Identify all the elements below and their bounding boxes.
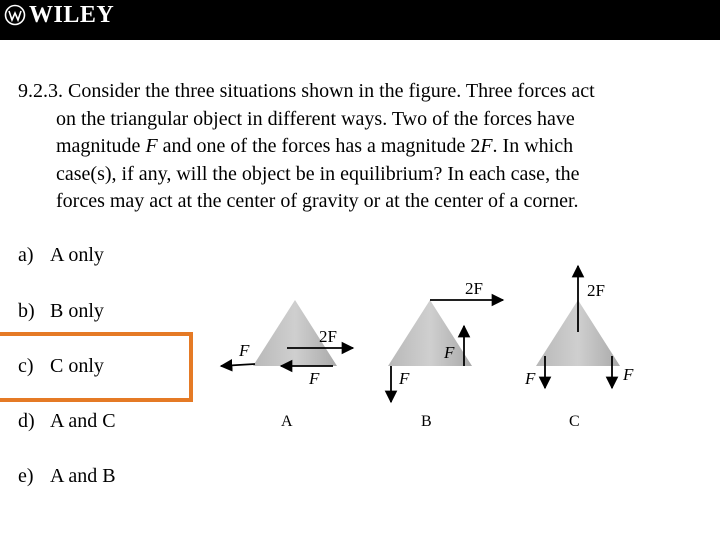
question-fragment: magnitude bbox=[56, 135, 146, 157]
figure-label-c: C bbox=[569, 413, 580, 430]
force-symbol: F bbox=[480, 135, 493, 157]
option-text: A and B bbox=[50, 465, 116, 487]
force-symbol: F bbox=[145, 135, 158, 157]
force-arrow-a-left bbox=[221, 364, 255, 366]
option-text: B only bbox=[50, 300, 104, 322]
question-line: on the triangular object in different ways. Two of the forces have bbox=[56, 107, 575, 130]
figure-label-a: A bbox=[281, 413, 293, 430]
question-text bbox=[18, 78, 708, 216]
question-line: forces may act at the center of gravity or at the center of a corner. bbox=[56, 190, 579, 212]
option-letter: d) bbox=[18, 410, 35, 432]
force-diagram bbox=[215, 260, 655, 440]
force-label-a-right: 2F bbox=[319, 327, 337, 346]
force-label-b-down: F bbox=[399, 369, 410, 388]
option-letter: c) bbox=[18, 355, 34, 377]
question-line: case(s), if any, will the object be in equilibrium? In each case, the bbox=[56, 162, 580, 185]
option-a[interactable] bbox=[18, 244, 104, 267]
header-bar bbox=[0, 0, 720, 40]
question-fragment: and one of the forces has a magnitude 2 bbox=[157, 135, 481, 157]
question-line bbox=[18, 133, 708, 161]
wiley-logo bbox=[4, 2, 114, 28]
force-label-c-up: 2F bbox=[587, 281, 605, 300]
wiley-emblem-icon bbox=[4, 4, 26, 26]
force-label-c-right: F bbox=[623, 365, 634, 384]
situation-b bbox=[388, 279, 503, 430]
option-letter: e) bbox=[18, 465, 34, 487]
option-text: C only bbox=[50, 355, 104, 377]
situation-a bbox=[221, 300, 353, 430]
option-text: A and C bbox=[50, 410, 116, 432]
figure-label-b: B bbox=[421, 413, 432, 430]
question-fragment: . In which bbox=[492, 135, 574, 157]
triangle-b bbox=[388, 300, 472, 366]
logo-text: WILEY bbox=[29, 2, 115, 28]
selected-answer-highlight bbox=[0, 332, 193, 402]
option-text: A only bbox=[50, 244, 104, 266]
force-label-a-left: F bbox=[239, 341, 250, 360]
force-label-c-left: F bbox=[525, 369, 536, 388]
option-letter: b) bbox=[18, 300, 35, 322]
option-d[interactable] bbox=[18, 410, 116, 433]
option-e[interactable] bbox=[18, 465, 116, 488]
option-letter: a) bbox=[18, 244, 34, 266]
situation-c bbox=[524, 266, 634, 430]
force-label-b-top: 2F bbox=[465, 279, 483, 298]
question-line: 9.2.3. Consider the three situations shown in the figure. Three forces act bbox=[18, 80, 595, 102]
force-label-a-bottom: F bbox=[309, 369, 320, 388]
option-b[interactable] bbox=[18, 300, 104, 323]
force-label-b-right: F bbox=[444, 343, 455, 362]
